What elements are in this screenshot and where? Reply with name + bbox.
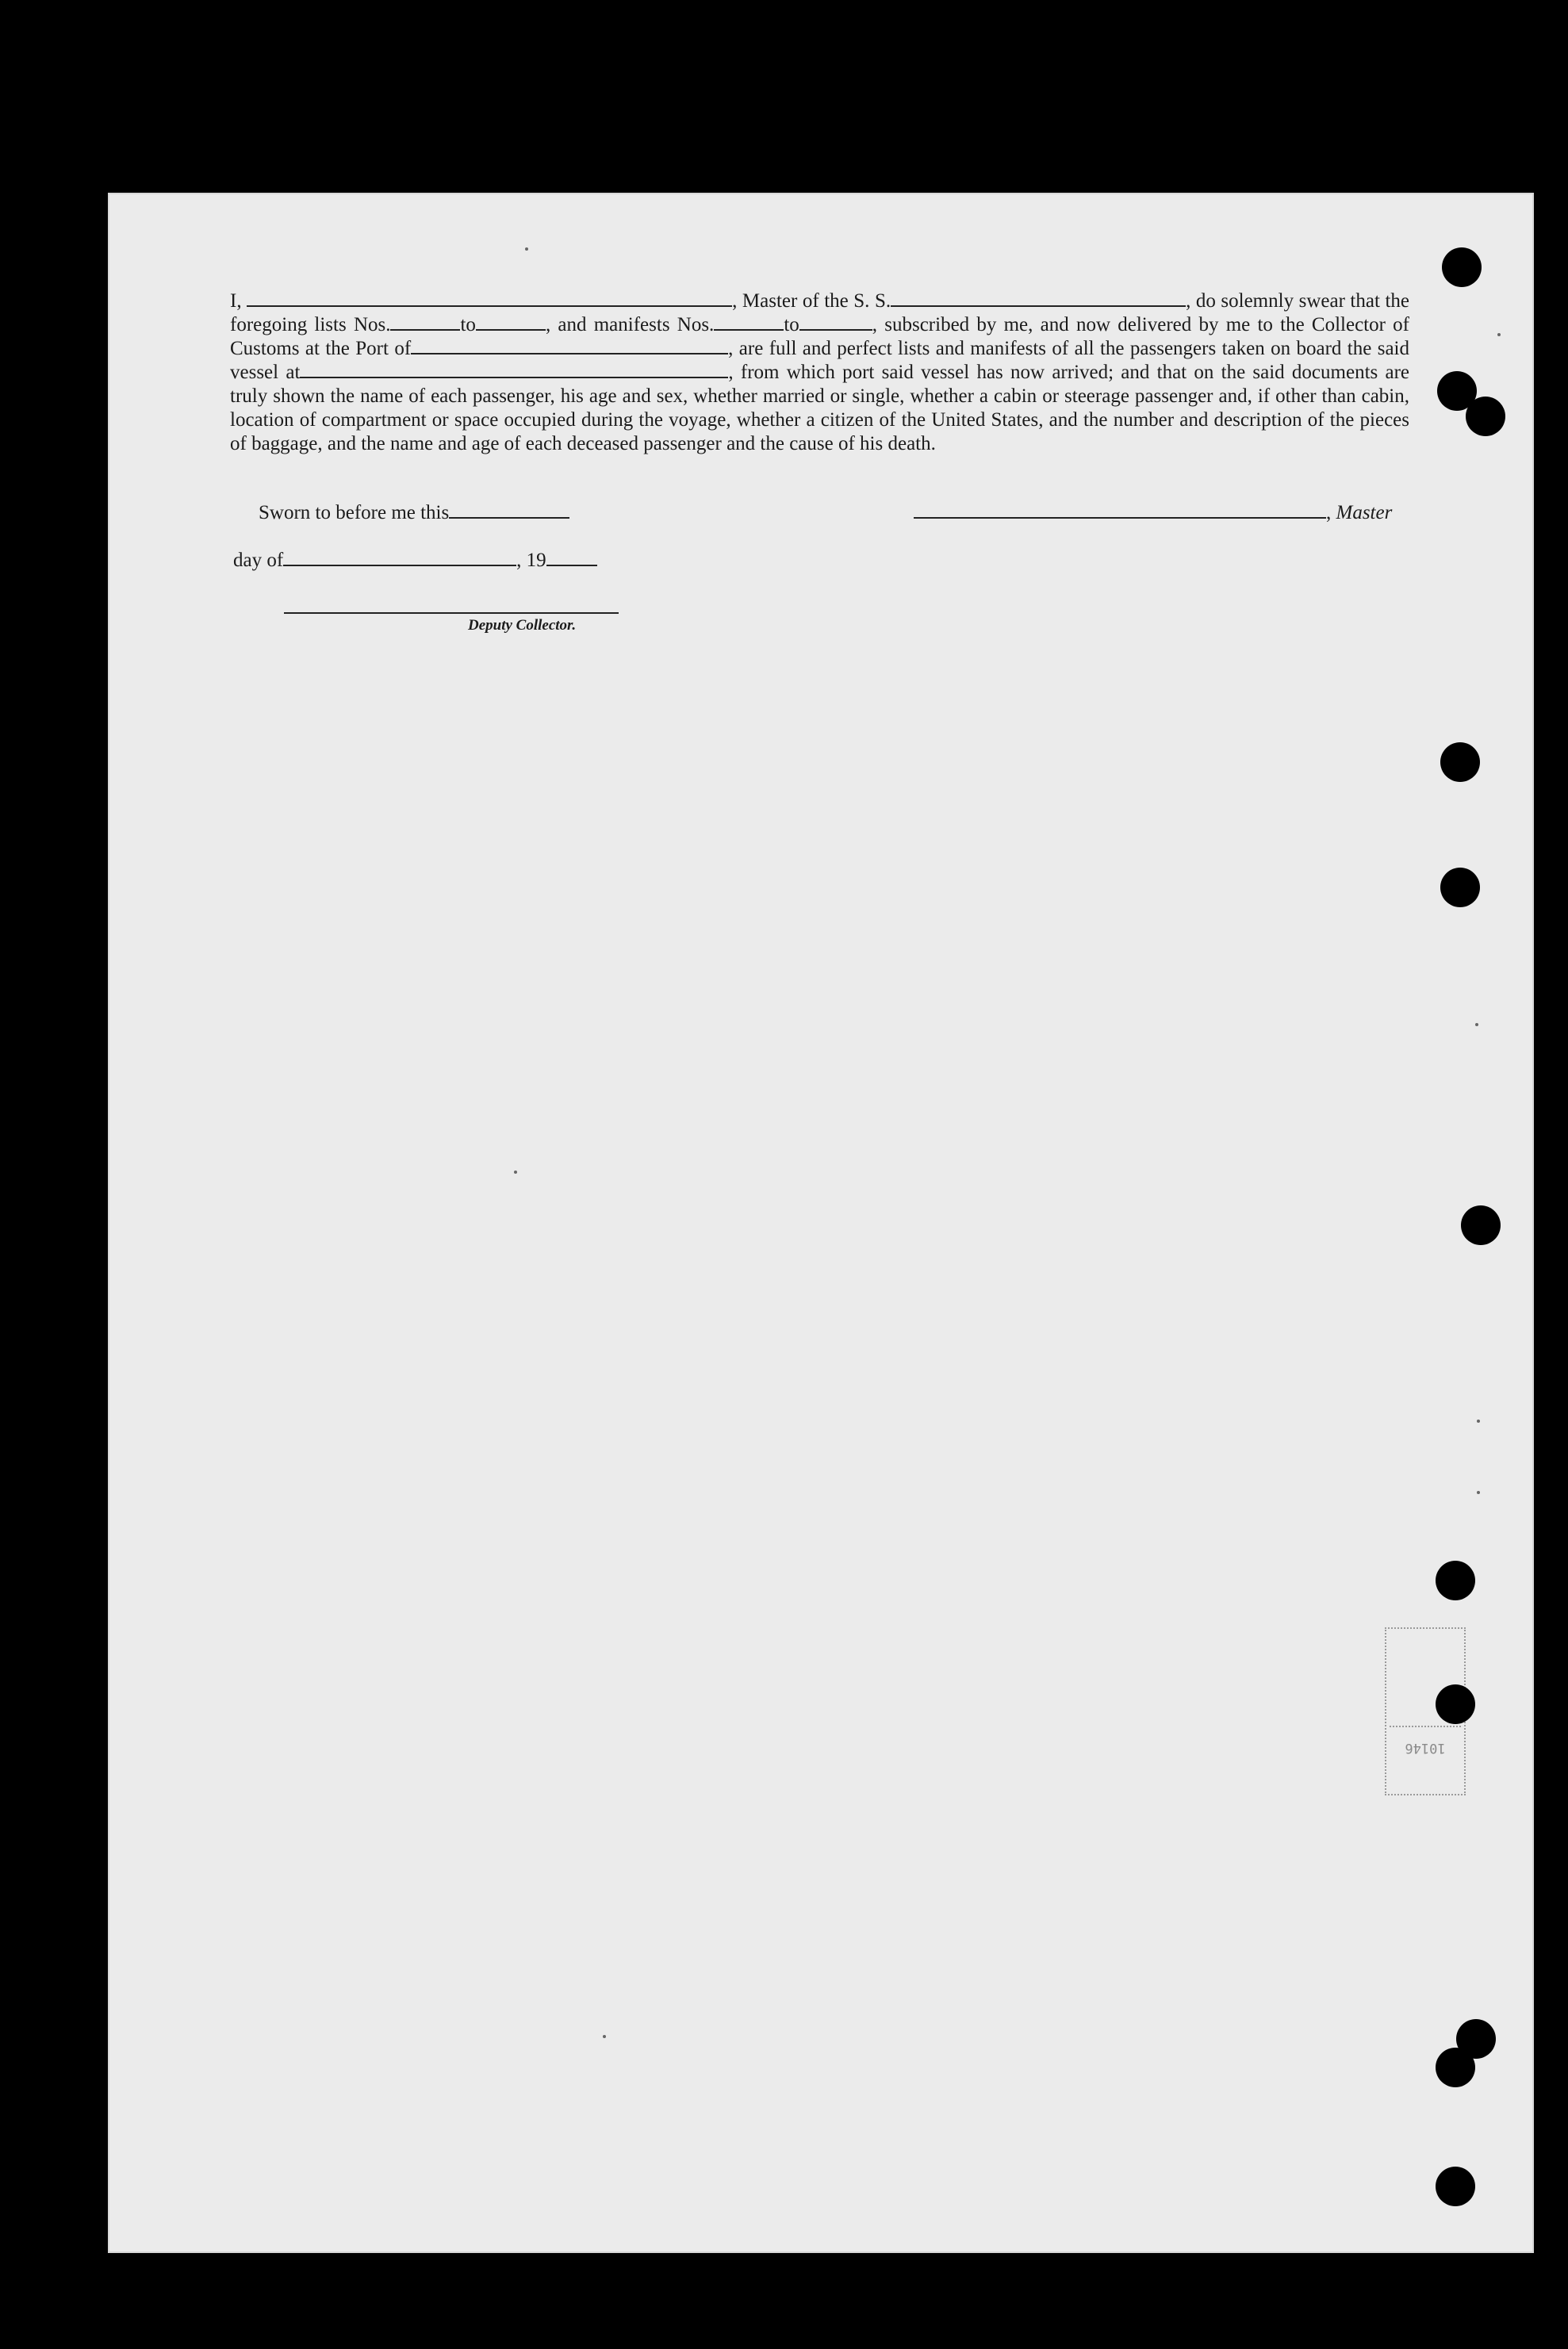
punch-hole [1461,1205,1501,1245]
deputy-signature-line [284,612,619,614]
master-signature-row [914,501,1392,525]
master-label: Master [1336,502,1393,523]
punch-hole [1440,868,1480,907]
oath-text-7: , subscribed by me, and now delivered by me to the Collector of Customs at the Port of [230,314,1409,359]
master-name-blank [247,289,732,307]
paper-speck [1477,1491,1480,1494]
paper-speck [514,1171,517,1174]
port-blank [411,337,728,354]
day-label: day of [233,550,284,571]
punch-hole [1466,397,1505,436]
stamp-number: 10146 [1405,1740,1446,1756]
comma: , [516,550,522,571]
ship-name-blank [891,289,1186,307]
oath-text-3: , do solemnly swear that the foregoing lists Nos. [230,290,1409,335]
punch-hole [1436,1561,1475,1600]
manifests-from-blank [714,313,784,331]
lists-to-blank [476,313,546,331]
year-prefix: 19 [526,550,546,571]
oath-text-5: , and manifests Nos. [545,314,715,335]
oath-block [230,289,1409,456]
deputy-collector-label: Deputy Collector. [468,617,577,634]
oath-paragraph [230,289,1409,456]
master-signature-blank [914,501,1326,519]
sworn-date-blank [449,501,569,519]
paper-speck [1475,1023,1478,1026]
punch-hole [1436,2048,1475,2087]
oath-text-9: , from which port said vessel has now arrived; and that on the said documents are truly shown the name of each passenger, his age and sex, whether married or single, whether a cabin or steerage passenger and, if other than cabin, location of compartment or space occupied during the voyage, whether a citizen of the United States, and the number and description of the pieces of baggage, and the name and age of each deceased passenger and the cause of his death. [230,362,1410,454]
oath-text-8: , are full and perfect lists and manifests of all the passengers taken on board the said vessel at [230,338,1410,383]
paper-speck [1497,333,1501,336]
stamp-divider [1390,1726,1461,1727]
day-row [233,549,597,573]
oath-text-2: , Master of the S. S. [732,290,891,312]
punch-hole [1436,2167,1475,2206]
master-suffix: , [1326,502,1336,523]
oath-text-1: I, [230,290,247,312]
manifests-to-blank [799,313,872,331]
departure-port-blank [300,361,728,378]
oath-text-4: to [460,314,476,335]
sworn-row [259,501,569,525]
punch-hole [1436,1684,1475,1724]
paper-speck [1477,1420,1480,1423]
year-blank [546,549,597,566]
paper-speck [525,247,528,251]
oath-text-6: to [784,314,799,335]
lists-from-blank [390,313,460,331]
paper-speck [603,2035,606,2038]
punch-hole [1440,742,1480,782]
sworn-label: Sworn to before me this [259,502,450,523]
punch-hole [1442,247,1482,287]
month-blank [283,549,516,566]
